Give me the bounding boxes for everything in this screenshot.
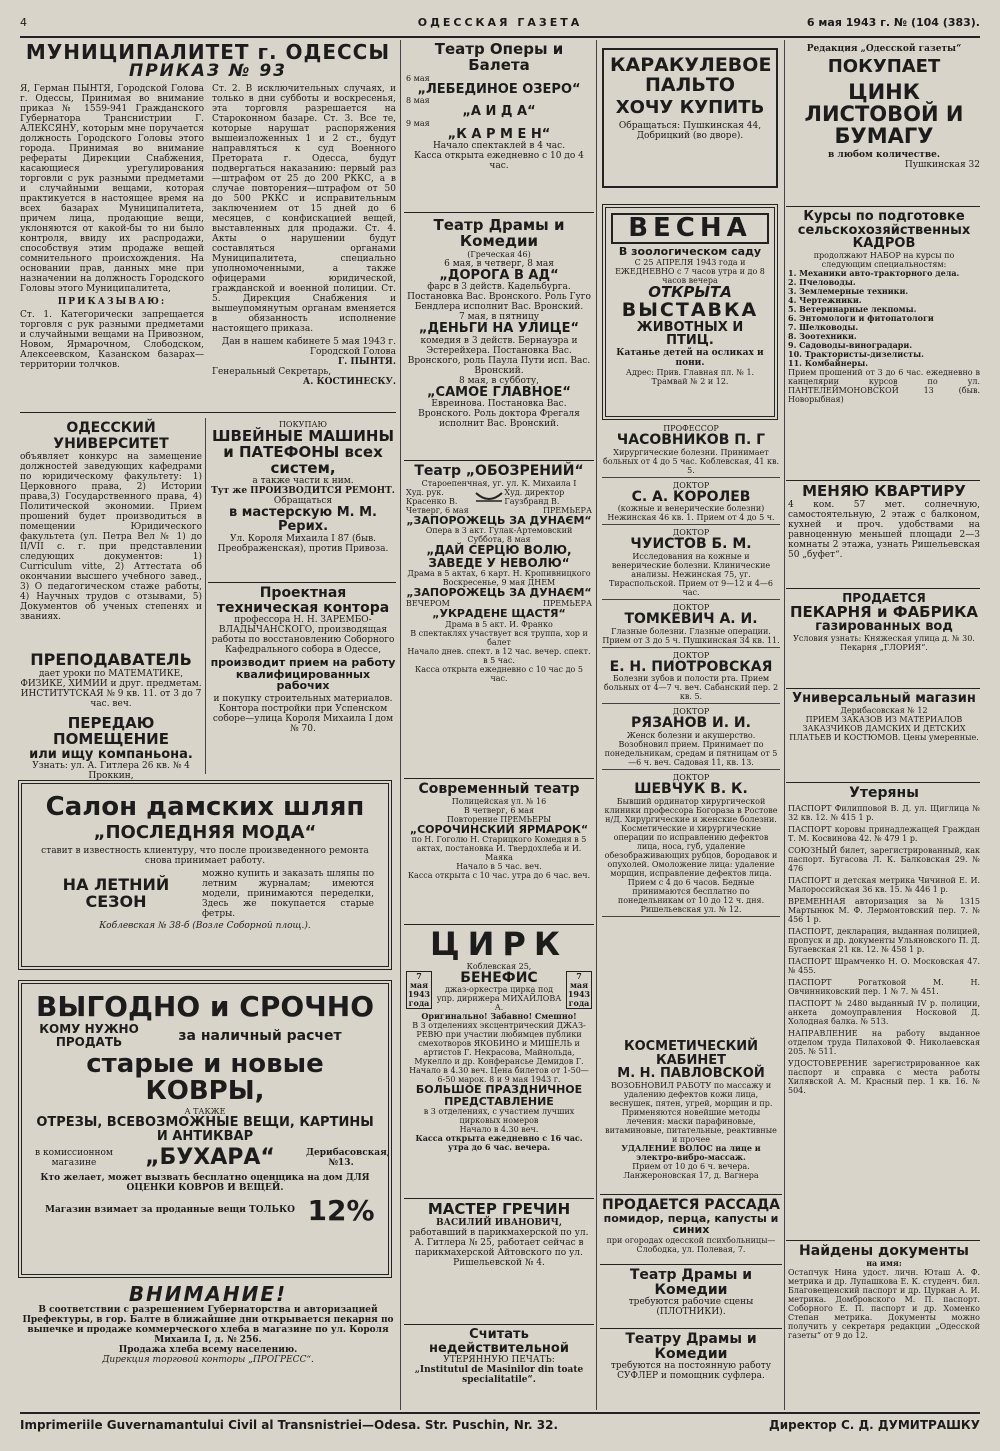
review-info-4: Драма в 5 акт. И. Франко (445, 619, 553, 629)
section-rule (600, 1328, 782, 1329)
column-divider (400, 40, 401, 1410)
university-title: ОДЕССКИЙ УНИВЕРСИТЕТ (53, 420, 169, 452)
carpets-shop-label: в комиссионном магазине (35, 1148, 113, 1168)
opera-title: Театр Оперы и Балета (434, 40, 564, 74)
lost-item: ПАСПОРТ Рогатковой М. Н. Овчинниковский пер. 1 № 7. № 451. (788, 977, 980, 996)
premises-title: ПЕРЕДАЮ ПОМЕЩЕНИЕ (53, 714, 169, 748)
bakery-sub: газированных вод (815, 619, 953, 635)
circus-date-left: 7 мая 1943 года (407, 970, 431, 1008)
order-preamble: Я, Герман ПЫНТЯ, Городской Голова г. Одессы, Принимая во внимание приказ № 1559-941 Гражданского Губернатора Транснистрии Г. АЛЕКСЯНУ, которым мне поручается должность Городского Головы этого города. Принимая во внимание рефераты Дирекции Снабжения, касающиеся урегулирования торговли с рук разными предметами и случайными вещами, которая практикуется в настоящее время на всех базарах Муниципалитета, причем лица, продающие вещи, уклоняются от какой-бы то ни было контроля, ввиду их распродажи, способствуя этим продаже вещей сомнительного происхождения. На основании прав, данных мне при назначении на должность Городского Головы этого Муниципалитета, (20, 83, 204, 294)
doctor-text: Хирургические болезни. Принимает больных от 4 до 5 час. Коблевская, 41 кв. 5. (602, 447, 780, 475)
bakery-ad (788, 592, 980, 684)
premises-ad (20, 714, 202, 782)
doctor-rank: ДОКТОР (672, 773, 710, 783)
section-rule (20, 412, 396, 413)
doctor-card (602, 424, 780, 478)
order-sign-name: Г. ПЫНТЯ. (337, 356, 396, 367)
municipality-order (20, 42, 396, 410)
drama-date-1: 6 мая, в четверг, 8 мая (444, 258, 554, 269)
carpets-percent: 12% (307, 1193, 375, 1227)
municipality-title: МУНИЦИПАЛИТЕТ г. ОДЕССЫ (25, 40, 391, 64)
review-start: Начало днев. спект. в 12 час. вечер. спект. в 5 час. (407, 646, 591, 665)
drama-info-1: фарс в 3 действ. Кадельбурга. Постановка Вас. Вронского. Роль Гуго Бендлера исполнит Вас. Вронский. (407, 282, 591, 313)
premises-text: Узнать: ул. А. Гитлера 26 кв. № 4 Проккин, (32, 761, 190, 782)
teacher-ad (20, 652, 202, 712)
coat-address: Обращаться: Пушкинская 44, Добрицкий (во дворе). (618, 120, 762, 141)
editorial-buy: ПОКУПАЕТ (827, 56, 941, 77)
courses-intro: продолжают НАБОР на курсы по следующим специальностям: (813, 250, 955, 269)
modern-title: Современный театр (418, 781, 580, 797)
page-footer (20, 1418, 980, 1438)
university-text: объявляет конкурс на замещение должностей заведующих кафедрами по юридическому факультету: 1) Церковного права, 2) Истории права,3) Государственного права, 4) Политической экономии. Прием прошений будет производиться в помещении Юридического факультета (ул. Петра Вел № 1) до II/VII с. г. при представлении следующих документов: 1) Curriculum vitte, 2) Аттестата об окончании высшего учебного завед., 3) О педагогическом стаже работы, 4) Научных трудов с отзывами, 5) Документов об ученых степенях и званиях. (20, 452, 202, 622)
circus-title: ЦИРК (429, 925, 569, 963)
carpets-shop-name: „БУХАРА“ (145, 1145, 275, 1171)
courses-title: Курсы по подготовке сельскохозяйственных КАДРОВ (797, 209, 971, 252)
store-address: Дерибасовская № 12 (840, 705, 928, 715)
doctor-card (602, 773, 780, 917)
lost-item: УДОСТОВЕРЕНИЕ зарегистрированное как паспорт и справка с места работы Хилявской А. М. Красный пер. 1 кв. 16. № 504. (788, 1058, 980, 1095)
doctor-rank: ДОКТОР (672, 480, 710, 490)
course-item: 7. Шелководы. (788, 321, 859, 332)
doctor-name: ТОМКЕВИЧ А. И. (624, 611, 758, 628)
review-show-1: „ЗАПОРОЖЕЦЬ ЗА ДУНАЄМ“ (406, 513, 592, 527)
opera-show-3: „К А Р М Е Н“ (447, 126, 551, 142)
store-title: Универсальный магазин (792, 691, 976, 706)
section-rule (786, 782, 980, 783)
attention-ad (20, 1284, 396, 1410)
review-box-office: Касса открыта ежедневно с 10 час до 5 час. (415, 664, 583, 683)
doctor-card (602, 603, 780, 648)
doctor-card (602, 707, 780, 770)
order-number: ПРИКАЗ № 93 (129, 61, 287, 81)
apartment-title: МЕНЯЮ КВАРТИРУ (802, 482, 966, 500)
doctor-text: (кожные и венерические болезни) Нежинская 46 кв. 1. Прием от 4 до 5 ч. (607, 504, 775, 523)
hat-salon-address: Коблевская № 38-б (Возле Соборной площ.). (99, 921, 311, 932)
opera-date-3: 9 мая (406, 118, 430, 128)
opera-date-1: 6 мая (406, 73, 430, 83)
review-show-4: „УКРАДЕНЕ ЩАСТЯ“ (432, 606, 566, 620)
lost-item: ПАСПОРТ, декларация, выданная полицией, пропуск и др. документы Ульяновского П. Д. Бугаевская 21 кв. 12. № 458 1 р. (788, 926, 980, 954)
editorial-title: Редакция „Одесской газеты“ (806, 44, 962, 54)
doctor-name: ШЕВЧУК В. К. (634, 781, 748, 798)
section-rule (786, 588, 980, 589)
carpets-cash: за наличный расчет (178, 1027, 342, 1044)
footer-rule (20, 1412, 980, 1414)
column-divider (784, 40, 785, 1410)
attention-sell: Продажа хлеба всему населению. (118, 1345, 298, 1355)
design-text3: Контора постройки при Успенском соборе—улица Короля Михаила I дом № 70. (212, 704, 394, 735)
course-item: 9. Садоводы-виноградари. (788, 339, 913, 350)
hat-salon-name: „ПОСЛЕДНЯЯ МОДА“ (93, 822, 317, 844)
sewing-shop: в мастерскую М. М. Рерих. (229, 505, 377, 534)
opera-show-1: „ЛЕБЕДИНОЕ ОЗЕРО“ (417, 81, 581, 97)
order-article-1: Ст. 1. Категорически запрещается торговля с рук разными предметами и случайными вещами на Привозном, Новом, Ярмарочном, Слободском, Алексеевском, Казанском базарах—территории толчков. (20, 309, 204, 370)
course-item: 2. Пчеловоды. (788, 276, 856, 287)
review-show-3: „ЗАПОРОЖЕЦЬ ЗА ДУНАЄМ“ (406, 586, 592, 600)
zoo-dates: С 25 АПРЕЛЯ 1943 года и ЕЖЕДНЕВНО с 7 часов утра и до 8 часов вечера (615, 257, 765, 285)
section-rule (208, 582, 396, 583)
opera-box-office: Касса открыта ежедневно с 10 до 4 час. (414, 151, 584, 172)
section-rule (404, 778, 594, 779)
doctor-name: Е. Н. ПИОТРОВСКАЯ (609, 658, 773, 675)
coat-want: ХОЧУ КУПИТЬ (615, 96, 765, 118)
drama-jobs-text: требуются рабочие сцены (ПЛОТНИКИ). (628, 1297, 754, 1318)
lost-stamp-ad (406, 1328, 592, 1410)
drama-info-2: комедия в 3 действ. Бернауэра и Эстерейхера. Постановка Вас. Вронского, роль Паула Пути исп. Вас. Вронский. (407, 335, 591, 376)
drama-jobs-ad (602, 1268, 780, 1326)
column-divider (596, 40, 597, 1410)
sewing-parts: а также части к ним. (252, 476, 354, 487)
review-info-1: Опера в 3 акт. Гулак-Артемовский (425, 526, 573, 536)
doctor-rank: ДОКТОР (672, 707, 710, 717)
hat-salon-text: ставит в известность клиентуру, что после произведенного ремонта снова принимает работу. (41, 846, 369, 867)
circus-benefit: БЕНЕФИС (460, 969, 538, 986)
zoo-spring: ВЕСНА (611, 213, 769, 244)
lost-item: ПАСПОРТ № 2480 выданный IV р. полиции, анкета домоуправления Носковой Д. Холодная балка. № 513. (788, 998, 980, 1026)
sewing-buy: ПОКУПАЮ (278, 420, 328, 429)
opera-start: Начало спектаклей в 4 час. (432, 141, 566, 152)
lost-item: НАПРАВЛЕНИЕ на работу выданное отделом труда Пилаховой Ф. Николаевская 205. № 511. (788, 1028, 980, 1056)
course-item: 4. Чертежники. (788, 294, 862, 305)
carpets-appraiser: Кто желает, может вызвать бесплатно оценщика на дом ДЛЯ ОЦЕНКИ КОВРОВ И ВЕЩЕЙ. (40, 1172, 370, 1193)
review-director: Худ. директор Гаузбранд В. (504, 487, 565, 506)
newspaper-name: ОДЕССКАЯ ГАЗЕТА (417, 16, 583, 29)
teacher-title: ПРЕПОДАВАТЕЛЬ (30, 650, 192, 669)
circus-big-show: БОЛЬШОЕ ПРАЗДНИЧНОЕ ПРЕДСТАВЛЕНИЕ (415, 1083, 583, 1108)
circus-slogan: Оригинально! Забавно! Смешно! (421, 1011, 577, 1022)
review-title: Театр „ОБОЗРЕНИЙ“ (414, 463, 584, 479)
found-documents (788, 1244, 980, 1410)
editorial-address: Пушкинская 32 (904, 160, 980, 171)
review-show-2: „ДАЙ СЕРЦЮ ВОЛЮ, ЗАВЕДЕ У НЕВОЛЮ“ (426, 543, 572, 570)
seedlings-ad (602, 1198, 780, 1262)
cosmetic-hair: УДАЛЕНИЕ ВОЛОС на лице и электро-вибро-массаж. (621, 1142, 761, 1162)
order-date: Дан в нашем кабинете 5 мая 1943 г. (221, 336, 396, 347)
lost-item: ВРЕМЕННАЯ авторизация за № 1315 Мартынюк М. Ф. Лермонтовский пер. 7. № 456 1 р. (788, 896, 980, 924)
lost-item: ПАСПОРТ Шрамченко Н. О. Московская 47. № 455. (788, 956, 980, 975)
drama-date-2: 7 мая, в пятницу (458, 312, 539, 323)
section-rule (786, 688, 980, 689)
sewing-address: Ул. Короля Михаила I 87 (быв. Преображенская), против Привоза. (217, 533, 389, 554)
prompter-title: Театру Драмы и Комедии (625, 1331, 757, 1362)
carpets-main: старые и новые КОВРЫ, (86, 1048, 324, 1106)
section-rule (786, 206, 980, 207)
lost-item: ПАСПОРТ Филипповой В. Д. ул. Щиглица № 32 кв. 12. № 415 1 р. (788, 803, 980, 822)
attention-title: ВНИМАНИЕ! (128, 1282, 288, 1306)
modern-address: Полицейская ул. № 16 (451, 796, 547, 806)
doctor-rank: ДОКТОР (672, 603, 710, 613)
modern-start: Начало в 5 час. веч. (456, 862, 542, 872)
lost-item: СОЮЗНЫЙ билет, зарегистрированный, как паспорт. Бугасова Л. К. Балковская 29. № 476 (788, 845, 980, 873)
attention-sign: Дирекция торговой конторы „ПРОГРЕСС“. (102, 1355, 314, 1365)
carpets-items: ОТРЕЗЫ, ВСЕВОЗМОЖНЫЕ ВЕЩИ, КАРТИНЫ И АНТИКВАР (36, 1115, 374, 1144)
modern-theatre-ad (406, 782, 592, 920)
department-store-ad (788, 692, 980, 778)
zoo-address: Адрес: Прив. Главная пл. № 1. Трамвай № 2 и 12. (625, 367, 755, 386)
section-rule (404, 212, 594, 213)
cosmetic-ad (602, 1040, 780, 1192)
hat-salon-title: Салон дамских шляп (45, 792, 365, 822)
section-rule (600, 1194, 782, 1195)
opera-date-2: 8 мая (406, 96, 430, 106)
lost-item: ПАСПОРТ коровы принадлежащей Граждан Т. М. Косвинова 42. № 479 1 р. (788, 824, 980, 843)
seedlings-title: ПРОДАЕТСЯ РАССАДА (602, 1197, 781, 1213)
design-text: профессора Н. Н. ЗАРЕМБО-ВЛАДЫЧАНСКОГО, производящая работы по восстановлению Соборного Кафедрального собора в Одессе, (211, 615, 395, 656)
column-divider (205, 418, 206, 774)
section-rule (404, 1198, 594, 1199)
section-rule (404, 460, 594, 461)
bakery-text: Условия узнать: Княжеская улица д. № 30. Пекарня „ГЛОРИЯ“. (793, 633, 975, 652)
cosmetic-hours: Прием от 10 до 6 ч. вечера. Ланжероновская 17, д. Вагнера (623, 1161, 759, 1180)
courses-ad (788, 210, 980, 478)
sewing-machines-ad (210, 420, 396, 580)
seedlings-sub: при огородах одесской психбольницы—Слободка, ул. Полевая, 7. (606, 1235, 776, 1254)
section-rule (786, 480, 980, 481)
design-title: Проектная техническая контора (216, 585, 390, 616)
carpets-title: ВЫГОДНО и СРОЧНО (35, 990, 375, 1023)
design-text2: и покупку строительных материалов. (213, 694, 393, 705)
doctor-rank: ПРОФЕССОР (663, 424, 719, 433)
courses-list (788, 269, 980, 368)
carpets-address: Дерибасовская, №13. (306, 1148, 390, 1168)
store-text: ПРИЕМ ЗАКАЗОВ ИЗ МАТЕРИАЛОВ ЗАКАЗЧИКОВ ДАМСКИХ И ДЕТСКИХ ПЛАТЬЕВ И КОСТЮМОВ. Цены умеренные. (789, 714, 979, 742)
course-item: 1. Механики авто-тракторного дела. (788, 267, 960, 278)
doctor-text: Женск болезни и акушерство. Возобновил прием. Принимает по понедельникам, средам и пятницам от 5—6 ч. веч. Садовая 11, кв. 13. (604, 731, 778, 768)
review-evening: ВЕЧЕРОМ (406, 598, 450, 608)
carpets-who: КОМУ НУЖНО ПРОДАТЬ (39, 1022, 139, 1049)
order-articles: Ст. 2. В исключительных случаях, и только в дни субботы и воскресенья, эта торговля разрешается на Староконном базаре. Ст. 3. Все те, которые нарушат распоряжения вышеизложенных 1 и 2 ст., будут направляться к суд Военного Претората г. Одесса, будут подвергаться наказанию: первый раз—штрафом от 25 до 200 РККС, а в случае повторения—штрафом от 50 до 500 РККС и исправительным заключением от 15 дней до 6 месяцев, с конфискацией вещей, выставленных для продажи. Ст. 4. Акты о нарушении будут составляться органами Муниципалитета, специально уполномоченными, а также офицерами юридической, гражданской и военной полиции. Ст. 5. Дирекция Снабжения и вышеупомянутым органам вменяется в обязанность исполнение настоящего приказа. (212, 83, 396, 334)
review-emblem-icon (474, 491, 504, 503)
review-info-2: Драма в 5 актах, 6 карт. Н. Кропивницкого (407, 569, 591, 579)
order-decree: ПРИКАЗЫВАЮ: (57, 296, 167, 307)
course-item: 3. Землемерные техники. (788, 285, 909, 296)
zoo-open: ОТКРЫТА (648, 282, 732, 301)
modern-date: В четверг, 6 мая (463, 805, 535, 815)
drama-info-3: Евреинова. Постановка Вас. Вронского. Роль доктора Фрегаля исполнит Вас. Вронский. (418, 399, 580, 430)
prompter-jobs-ad (602, 1332, 780, 1410)
circus-text: В 3 отделениях эксцентрический ДЖАЗ-РЕВЮ при участии любимцев публики смехотворов ЯКОБИНО и МИШЕЛЬ и артистов Г. Некрасова, Майнольда, Мукелло и др. Конферансье Демидов Г. Начало в 4.30 веч. Цена билетов от 1-50—6-50 марок. 8 и 9 мая 1943 г. (409, 1021, 589, 1085)
order-sign-title: Городской Голова (310, 346, 396, 357)
review-date-2: Суббота, 8 мая (467, 535, 531, 545)
issue-date: 6 мая 1943 г. № (104 (383). (806, 16, 980, 29)
barber-title: МАСТЕР ГРЕЧИН (427, 1200, 571, 1218)
sewing-repair: Тут же ПРОИЗВОДИТСЯ РЕМОНТ. (211, 486, 395, 497)
opera-theatre-ad (406, 42, 592, 208)
zoo-animals: ЖИВОТНЫХ И ПТИЦ. (636, 319, 744, 349)
doctors-list (602, 424, 780, 1036)
doctor-name: С. А. КОРОЛЕВ (631, 488, 751, 505)
doctor-text: Бывший ординатор хирургической клиники профессора Богораза в Ростове н/Д. Хирургические и женские болезни. Косметические и хирургические операции по исправлению дефектов лица, носа, губ, удаление обезображивающих рубцов, бородавок и опухолей. Омоложение лица: удаление морщин, исправление дефектов лица. Прием с 4 до 6 часов. Бедные принимаются бесплатно по понедельникам от 10 до 12 ч. дня. Ришельевская ул. № 12. (604, 796, 778, 914)
editorial-what: ЦИНК ЛИСТОВОЙ И БУМАГУ (804, 79, 964, 148)
director-credit: Директор С. Д. ДУМИТРАШКУ (769, 1418, 980, 1432)
lost-title: Утеряны (849, 785, 919, 801)
doctor-rank: ДОКТОР (672, 528, 710, 538)
doctor-name: ЧАСОВНИКОВ П. Г (616, 432, 766, 448)
modern-show: „СОРОЧИНСКИЙ ЯРМАРОК“ (409, 822, 589, 836)
drama-theatre-ad (406, 218, 592, 456)
order-secretary-title: Генеральный Секретарь, (212, 366, 332, 377)
modern-box-office: Касса открыта с 10 час. утра до 6 час. веч. (407, 871, 591, 881)
course-item: 10. Трактористы-дизелисты. (788, 348, 924, 359)
section-rule (786, 1240, 980, 1241)
modern-info: по Н. Гоголю Н. Старицкого Комедия в 5 актах, постановка И. Твердохлеба и И. Маяка (411, 835, 587, 863)
hat-salon-details: можно купить и заказать шляпы по летним журналам; имеются модели, принимаются переделки, Здесь же покупается старые фетры. (202, 869, 374, 920)
doctor-text: Глазные болезни. Глазные операции. Прием от 3 до 5 ч. Пушкинская 34 кв. 11. (602, 626, 780, 645)
doctor-card (602, 481, 780, 526)
zoo-location: В зоологическом саду (618, 245, 762, 259)
editorial-buys-ad (788, 44, 980, 204)
review-premiere-2: ПРЕМЬЕРА (542, 598, 592, 608)
doctor-card (602, 528, 780, 600)
order-secretary-name: А. КОСТИНЕСКУ. (302, 376, 396, 387)
review-info-5: В спектаклях участвует вся труппа, хор и балет (410, 628, 588, 647)
doctor-text: Исследования на кожные и венерические болезни. Клинические анализы. Нежинская 75, уг. Тираспольской. Прием от 9—12 и 4—6 час. (609, 552, 773, 598)
course-item: 6. Энтомологи и фитопатологи (788, 312, 934, 323)
page-header (20, 14, 980, 38)
page-number: 4 (20, 16, 27, 29)
circus-start: Начало в 4.30 веч. (459, 1125, 539, 1135)
zoo-exhibition-ad (602, 204, 778, 420)
opera-show-2: „А И Д А“ (462, 104, 536, 120)
coat-ad (602, 48, 778, 188)
doctor-card (602, 651, 780, 705)
sewing-apply: Обращаться (273, 496, 333, 507)
drama-show-2: „ДЕНЬГИ НА УЛИЦЕ“ (418, 321, 580, 337)
printer-imprint: Imprimeriile Guvernamantului Civil al Transnistriei—Odesa. Str. Puschin, Nr. 32. (20, 1418, 559, 1432)
drama-address: (Греческая 46) (467, 249, 531, 259)
circus-ad (406, 925, 592, 1194)
bakery-sell: ПРОДАЕТСЯ (842, 591, 926, 605)
stamp-name: „Institutul de Masinilor din toate specialitatile“. (414, 1365, 584, 1386)
carpets-ad (18, 980, 392, 1278)
carpets-fee: Магазин взимает за проданные вещи ТОЛЬКО (45, 1205, 295, 1216)
barber-text: работавший в парикмахерской по ул. А. Гитлера № 25, работает сейчас в парикмахерской Айтовского по ул. Ришельевской № 4. (409, 1227, 589, 1268)
doctor-text: Болезни зубов и полости рта. Прием больных от 4—7 ч. веч. Сабанский пер. 2 кв. 5. (603, 674, 779, 702)
design-office-ad (210, 586, 396, 776)
course-item: 8. Зоотехники. (788, 330, 857, 341)
header-rule (20, 36, 980, 38)
course-item: 11. Комбайнеры. (788, 357, 869, 368)
doctor-rank: ДОКТОР (672, 650, 710, 660)
drama-show-3: „САМОЕ ГЛАВНОЕ“ (427, 384, 571, 400)
found-title: Найдены документы (799, 1243, 969, 1259)
circus-date-right: 7 мая 1943 года (567, 970, 591, 1008)
review-premiere-1: ПРЕМЬЕРА (542, 505, 592, 515)
stamp-text: УТЕРЯННУЮ ПЕЧАТЬ: (443, 1355, 555, 1366)
teacher-text: дает уроки по МАТЕМАТИКЕ, ФИЗИКЕ, ХИМИИ и друг. предметам. ИНСТИТУТСКАЯ № 9 кв. 11. от 3 до 7 час. веч. (20, 668, 202, 709)
doctor-name: РЯЗАНОВ И. И. (631, 715, 751, 732)
drama-jobs-title: Театр Драмы и Комедии (629, 1267, 753, 1298)
sewing-title: ШВЕЙНЫЕ МАШИНЫ и ПАТЕФОНЫ всех систем, (211, 427, 395, 477)
cosmetic-name: М. Н. ПАВЛОВСКОЙ (617, 1066, 765, 1082)
carpets-also: А ТАКЖЕ (184, 1107, 226, 1117)
review-date-1: Четверг, 6 мая (406, 505, 469, 515)
apartment-ad (788, 484, 980, 584)
seedlings-text: помидор, перца, капусты и синих (603, 1211, 779, 1237)
section-rule (404, 1324, 594, 1325)
editorial-qty: в любом количестве. (828, 150, 940, 161)
lost-list (788, 804, 980, 1095)
hat-salon-season: НА ЛЕТНИЙ СЕЗОН (62, 875, 170, 912)
zoo-rides: Катанье детей на осликах и пони. (616, 347, 764, 368)
review-art-director: Худ. рук. Красенко В. (406, 487, 458, 506)
prompter-text: требуются на постоянную работу СУФЛЕР и помощник суфлера. (610, 1361, 772, 1382)
found-sub: на имя: (866, 1257, 902, 1268)
review-date-3: Воскресенье, 9 мая ДНЕМ (442, 578, 556, 588)
review-address: Староепенчная, уг. ул. К. Михаила I (421, 478, 577, 488)
modern-repeat: Повторение ПРЕМЬЕРЫ (446, 814, 552, 824)
design-bold: производит прием на работу квалифицированных рабочих (210, 656, 396, 693)
barber-name: ВАСИЛИЙ ИВАНОВИЧ, (436, 1217, 562, 1228)
premises-subtitle: или ищу компаньона. (29, 746, 193, 762)
apartment-text: 4 ком. 57 мет. солнечную, самостоятельную, 2 этаж с балконом, кухней и проч. удобствами на равноценную меньшей площади 2—3 комнаты 2 этажа, узнать Ришельевская 50 „буфет“. (788, 499, 980, 560)
review-theatre-ad (406, 464, 592, 776)
drama-title: Театр Драмы и Комедии (433, 216, 565, 250)
attention-text: В соответствии с разрешением Губернаторства и авторизацией Префектуры, в гор. Балте в ближайшие дни открывается пекарня по выпечке и продаже коммерческого хлеба в магазине по ул. Короля Михаила I, д. № 256. (22, 1305, 394, 1345)
coat-title: КАРАКУЛЕВОЕ ПАЛЬТО (610, 54, 772, 96)
circus-orchestra: джаз-оркестра цирка под упр. дирижера МИХАЙЛОВА А. (436, 985, 562, 1013)
circus-box-office: Касса открыта ежедневно с 16 час. утра до 6 час. вечера. (415, 1133, 583, 1153)
barber-ad (406, 1202, 592, 1320)
circus-address: Коблевская 25, (466, 961, 532, 971)
hat-salon-ad (18, 780, 392, 970)
drama-show-1: „ДОРОГА В АД“ (439, 267, 559, 283)
doctor-name: ЧУИСТОВ Б. М. (630, 536, 752, 553)
cosmetic-title: КОСМЕТИЧЕСКИЙ КАБИНЕТ (623, 1039, 759, 1068)
lost-item: ПАСПОРТ и детская метрика Чичиной Е. И. Малороссийская 36 кв. 15. № 446 1 р. (788, 875, 980, 894)
bakery-title: ПЕКАРНЯ и ФАБРИКА (789, 602, 979, 621)
courses-text: Прием прошений от 3 до 6 час. ежедневно в канцелярии курсов по ул. ПАНТЕЛЕЙМОНОВСКОЙ 13 (быв. Новорыбная) (788, 367, 980, 404)
cosmetic-text: ВОЗОБНОВИЛ РАБОТУ по массажу и удалению дефектов кожи лица, веснушек, пятен, угрей, морщин и пр. Применяются новейшие методы лечения: маски парафиновые, витаминовые, питательные, реактивные и прочее (605, 1080, 777, 1144)
drama-date-3: 8 мая, в субботу, (458, 375, 539, 386)
university-ad (20, 420, 202, 648)
course-item: 5. Ветеринарные лекпомы. (788, 303, 917, 314)
zoo-exhibition: ВЫСТАВКА (621, 298, 759, 321)
found-text: Остапчук Нина удост. личн. Юташ А. Ф. метрика и др. Лупашкова Е. К. студенч. бил. Благовещенский паспорт и др. Цуркан А. И. метрика. Домбровского М. П. паспорт. Соборного Е. П. паспорт и др. Хоменко Степан метрика. Документы можно получить у секретаря редакции „Одесской газеты“ от 9 до 12. (788, 1267, 980, 1340)
circus-text2: в 3 отделениях, с участием лучших цирковых номеров (423, 1107, 575, 1126)
lost-documents (788, 786, 980, 1238)
section-rule (600, 1264, 782, 1265)
stamp-title: Считать недействительной (429, 1327, 569, 1356)
